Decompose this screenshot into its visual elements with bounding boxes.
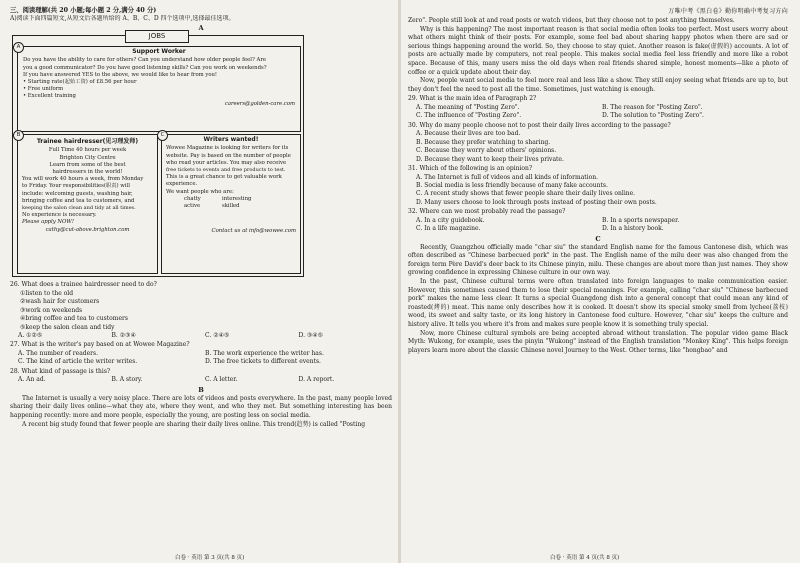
jobs-board: [12, 32, 304, 277]
option[interactable]: A. The number of readers.: [18, 350, 99, 358]
option[interactable]: A. In a city guidebook.: [416, 216, 485, 224]
ad-a-line: Do you have the ability to care for others? Can you understand how older people feel? Are: [23, 57, 267, 64]
ad-c-email: Contact us at info@wowee.com: [211, 228, 296, 235]
ad-c-line: This is a great chance to get valuable work: [166, 174, 282, 181]
right-page: [400, 0, 800, 563]
option[interactable]: B. Social media is less friendly because of many fake accounts.: [416, 181, 608, 189]
option[interactable]: D. The solution to "Posting Zero".: [602, 112, 704, 120]
q28-options: [18, 376, 392, 384]
passage-b-paragraph: Why is this happening? The most important reason is that social media often looks too perfect. Most users worry about what others might think of their posts. For example, some feel bad about sharing happy photos when there are sad or serious things happening around the world. So, they choose to stay quiet. Another reason is fake(虚假的) accounts. A lot of posts are actually made by computers, not real people. This makes social media feel less friendly and more like a robot space. Because of this, many users miss the old days when real friends shared simple, honest moments—like a photo of coffee or a quick update about their day.: [408, 25, 788, 76]
ad-b-line: Full Time 40 hours per week: [48, 147, 127, 154]
ad-b-heading: Trainee hairdresser(见习理发师): [36, 138, 139, 146]
option[interactable]: C. The kind of article the writer writes.: [18, 358, 138, 366]
ad-b-label: B: [13, 130, 24, 141]
q26-item: ①listen to the old: [20, 290, 74, 297]
ad-c-line: We want people who are:: [166, 188, 234, 195]
passage-b-letter: B: [198, 385, 204, 394]
option[interactable]: C. In a life magazine.: [416, 225, 481, 233]
option[interactable]: A. The Internet is full of videos and all kinds of information.: [416, 173, 599, 181]
ad-b-line: Brighton City Centre: [59, 154, 116, 161]
q29-options: [416, 104, 788, 121]
quality-item: skilled: [222, 203, 240, 210]
quality-item: chatty: [184, 195, 201, 202]
right-footer: 白卷 · 英语 第 4 页(共 8 页): [550, 555, 620, 561]
q26-item: ④bring coffee and tea to customers: [20, 315, 128, 323]
ad-b-line: Please apply NOW!: [22, 219, 74, 226]
option[interactable]: C. A recent study shows that fewer people share their daily lives online.: [416, 190, 636, 198]
option[interactable]: A. Because their lives are too bad.: [416, 130, 521, 138]
question-27: 27. What is the writer's pay based on at Wowee Magazine?: [10, 341, 190, 349]
q26-item: ③work on weekends: [20, 306, 83, 314]
option[interactable]: D. Many users choose to look through posts instead of posting their own posts.: [416, 198, 657, 206]
ad-c-label: C: [157, 130, 168, 141]
section-title: 三、阅读理解(共 20 小题;每小题 2 分,满分 40 分): [10, 7, 157, 14]
q26-item: ②wash hair for customers: [20, 298, 100, 306]
ad-b-line: Learn from some of the best: [49, 161, 126, 168]
option[interactable]: A. The meaning of "Posting Zero".: [416, 103, 520, 111]
option[interactable]: B. A story.: [111, 376, 143, 384]
running-header: 万唯中考《黑白卷》勤你明确中考复习方向: [668, 8, 788, 15]
q30-options: [416, 130, 788, 164]
passage-b-paragraph: Now, people want social media to feel more real and less like a show. They still enjoy seeing what friends are up to, but they don't feel the need to post all the time. Sometimes, just watching is enough.: [408, 77, 788, 93]
ad-b-line: include: welcoming guests, washing hair,: [22, 190, 133, 197]
ad-c-line: website. Pay is based on the number of people: [166, 152, 291, 159]
left-footer: 白卷 · 英语 第 3 页(共 8 页): [175, 555, 245, 561]
q27-options: [18, 350, 392, 367]
ad-c-line: free tickets to events and free products to test.: [166, 167, 286, 174]
option[interactable]: C. A letter.: [205, 376, 238, 384]
passage-a-letter: A: [198, 24, 204, 33]
passage-c-letter: C: [595, 234, 601, 243]
ad-c-line: Wowee Magazine is looking for writers for its: [166, 145, 289, 152]
option[interactable]: D. A report.: [298, 376, 335, 384]
ad-b-line: No experience is necessary.: [22, 212, 97, 219]
jobs-title: JOBS: [125, 30, 189, 43]
ad-trainee-hairdresser: [17, 134, 158, 274]
option[interactable]: C. The influence of "Posting Zero".: [416, 112, 522, 120]
question-32: 32. Where can we most probably read the passage?: [408, 208, 566, 216]
option[interactable]: D. Because they want to keep their lives private.: [416, 155, 564, 163]
passage-c-paragraph: In the past, Chinese cultural terms were often translated into foreign languages to make communication easier. However, this sometimes caused them to lose their special meanings. For example, calling "char siu" "Chinese barbecued pork" makes the name less clear. It turns a special Guangdong dish into a general concept that could mean any kind of roasted(烤的) meat. This name only describes how it is cooked. It doesn't show its special smoky smell from lychee(荔枝) wood, its sweet and salty taste, or its long history in Cantonese food culture. However, "char siu" keeps the culture and history alive. It tells you where it's from and makes sure people know it is something truly special.: [408, 277, 788, 328]
ad-b-line: You will work 40 hours a week, from Monday: [22, 176, 144, 183]
ad-a-line: • Free uniform: [23, 86, 64, 93]
ad-a-email: careers@golden-care.com: [224, 100, 295, 107]
option[interactable]: B. The reason for "Posting Zero".: [602, 103, 703, 111]
ad-c-line: who read your articles. You may also receive: [166, 159, 287, 166]
option[interactable]: C. Because they worry about others' opinions.: [416, 147, 557, 155]
option[interactable]: D. In a history book.: [602, 225, 664, 233]
ad-b-line: keeping the salon clean and tidy at all times.: [22, 205, 136, 212]
ad-a-line: • Excellent training: [23, 93, 76, 100]
q31-options: [416, 174, 788, 208]
passage-c-paragraph: Now, more Chinese cultural symbols are being accepted abroad without translation. The popular video game Black Myth: Wukong, for example, uses the pinyin "Wukong" instead of the English translation "Monkey King". This helps foreign players learn more about the classic Chinese novel Journey to the West. Other terms, like "hongbao" and: [408, 329, 788, 354]
passage-b-paragraph: Zero". People still look at and read posts or watch videos, but they choose not to post anything themselves.: [408, 17, 735, 24]
ad-a-heading: Support Worker: [132, 48, 186, 56]
ad-b-line: hairdressers in the world!: [52, 169, 123, 176]
option[interactable]: B. In a sports newspaper.: [602, 216, 680, 224]
ad-writers-wanted: [161, 134, 301, 274]
question-30: 30. Why do many people choose not to post their daily lives according to the passage?: [408, 121, 671, 129]
q26-options: [18, 332, 392, 340]
option[interactable]: B. Because they prefer watching to sharing.: [416, 138, 551, 146]
option[interactable]: A. An ad.: [18, 376, 46, 384]
option[interactable]: B. ②③④: [111, 332, 136, 340]
ad-a-line: you a good communicator? Do you have good listening skills? Can you work on weekends?: [23, 64, 267, 71]
passage-b-paragraph: A recent big study found that fewer people are sharing their daily lives online. This trend(趋势) is called "Posting: [22, 420, 366, 428]
ad-a-line: If you have answered YES to the above, we would like to hear from you!: [23, 71, 218, 78]
option[interactable]: B. The work experience the writer has.: [205, 350, 324, 358]
question-29: 29. What is the main idea of Paragraph 2?: [408, 95, 537, 103]
option[interactable]: A. ①②⑤: [18, 332, 43, 340]
ad-b-line: to Friday. Your responsibilities(职责) will: [22, 183, 130, 190]
quality-item: active: [184, 203, 201, 210]
ad-a-line: • Starting rate(起始工资) of £8.56 per hour: [23, 79, 137, 86]
ad-c-line: experience.: [166, 181, 198, 188]
ad-b-email: cathy@cut-above.brighton.com: [45, 226, 130, 233]
ad-support-worker: [17, 46, 301, 132]
question-28: 28. What kind of passage is this?: [10, 367, 111, 375]
q32-options: [416, 217, 788, 234]
ad-b-line: bringing coffee and tea to customers, and: [22, 197, 135, 204]
passage-c-paragraph: Recently, Guangzhou officially made "char siu" the standard English name for the famous Cantonese dish, which was often described as "Chinese barbecued pork" in the past. The English name of the milu deer was also changed from the foreign term Père David's deer back to its Chinese pinyin, milu. These changes are about more than just names. They show growing confidence in expressing Chinese culture in our own way.: [408, 243, 788, 277]
option[interactable]: D. The free tickets to different events.: [205, 358, 321, 366]
question-31: 31. Which of the following is an opinion?: [408, 164, 533, 172]
option[interactable]: C. ②④⑤: [205, 332, 230, 340]
ad-a-label: A: [13, 42, 24, 53]
quality-item: interesting: [222, 195, 252, 202]
passage-b-paragraph: The Internet is usually a very noisy place. There are lots of videos and posts everywhere. In the past, many people loved sharing their daily lives online—what they ate, where they went, and who they met. But something interesting has been happening recently: more and more people, especially the young, are posting less on social media.: [10, 394, 392, 420]
question-26: 26. What does a trainee hairdresser need to do?: [10, 281, 157, 289]
instruction: A)阅读下面四篇短文,从短文后各题所给的 A、B、C、D 四个选项中,选择最佳选项。: [10, 15, 235, 22]
q26-item: ⑤keep the salon clean and tidy: [20, 323, 115, 331]
option[interactable]: D. ③④⑤: [298, 332, 324, 340]
ad-c-heading: Writers wanted!: [203, 136, 259, 144]
